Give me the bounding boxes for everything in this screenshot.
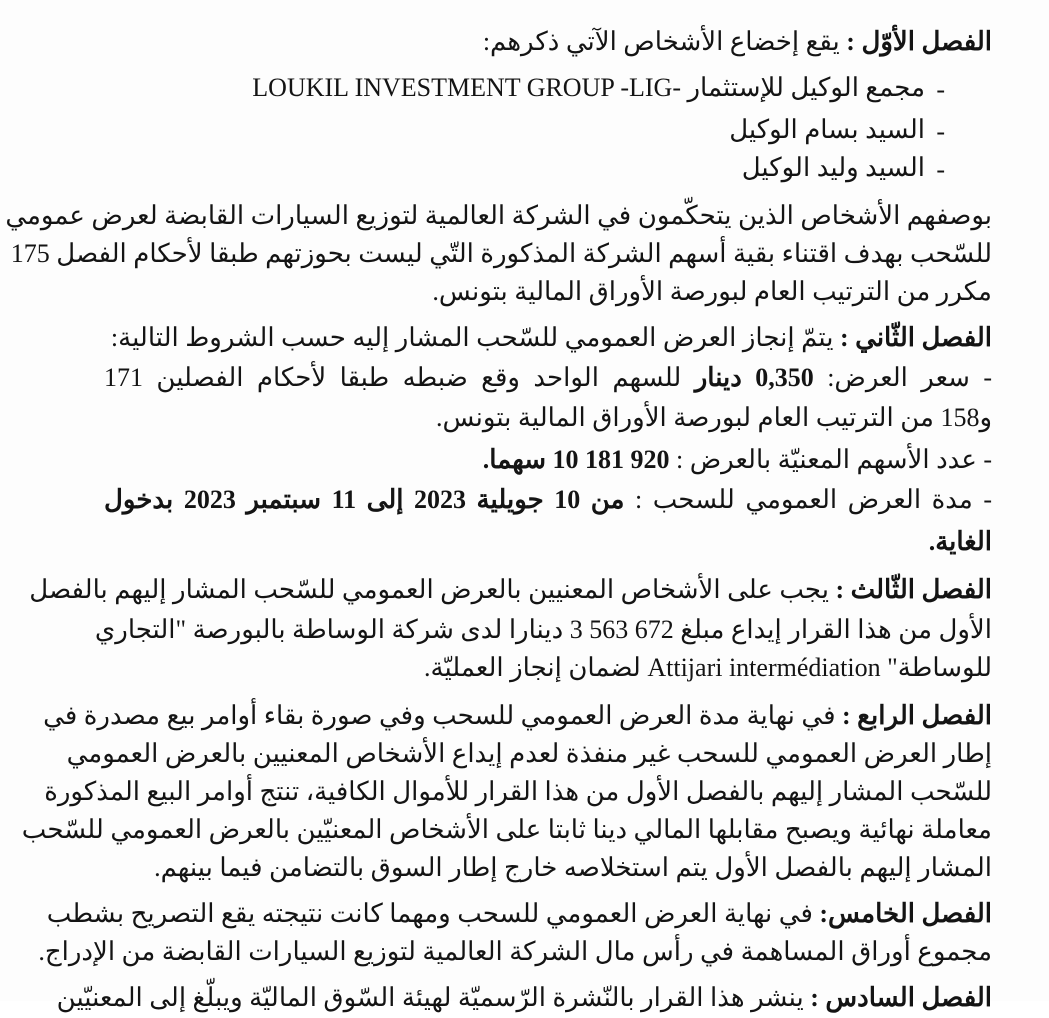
person-3-dash: - bbox=[936, 155, 945, 184]
article-5-heading: الفصل الخامس: bbox=[819, 899, 992, 928]
person-1-line bbox=[252, 70, 925, 108]
offer-price-value: 0,350 دينار bbox=[694, 363, 814, 392]
article-1-body-line-3: مكرر من الترتيب العام لبورصة الأوراق المالية بتونس. bbox=[432, 277, 992, 306]
article-6-text-partial: ينشر هذا القرار بالنّشرة الرّسميّة لهيئة السّوق الماليّة ويبلّغ إلى المعنيّين bbox=[56, 983, 804, 1012]
person-1-latin: LOUKIL INVESTMENT GROUP -LIG- bbox=[252, 73, 681, 102]
article-4-line-3: للسّحب المشار إليهم بالفصل الأول من هذا القرار للأموال الكافية، تنتج أوامر البيع المذكورة bbox=[44, 777, 992, 806]
shares-label: - عدد الأسهم المعنيّة بالعرض : bbox=[676, 445, 992, 474]
article-3-line-2: الأول من هذا القرار إيداع مبلغ 672 563 3 دينارا لدى شركة الوساطة بالبورصة "التجاري bbox=[94, 615, 992, 644]
article-4-line-5: المشار إليهم بالفصل الأول يتم استخلاصه خارج إطار السوق بالتضامن فيما بينهم. bbox=[154, 853, 992, 882]
offer-period-line-2 bbox=[104, 524, 992, 562]
offer-period-value-2: الغاية. bbox=[928, 527, 992, 556]
article-4-line-2: إطار العرض العمومي للسحب غير منفذة لعدم إيداع الأشخاص المعنيين بالعرض العمومي bbox=[66, 739, 992, 768]
article-5-line-2: مجموع أوراق المساهمة في رأس مال الشركة العالمية لتوزيع السيارات القابضة من الإدراج. bbox=[38, 937, 992, 966]
article-2-intro: يتمّ إنجاز العرض العمومي للسّحب المشار إليه حسب الشروط التالية: bbox=[110, 323, 834, 352]
shares-value: 920 181 10 سهما. bbox=[482, 445, 670, 474]
offer-price-rest: للسهم الواحد وقع ضبطه طبقا لأحكام الفصلين 171 bbox=[104, 363, 682, 392]
article-1-intro-line bbox=[104, 24, 992, 62]
person-1-arabic: مجمع الوكيل للإستثمار bbox=[687, 73, 925, 102]
article-1-body-line-2: للسّحب بهدف اقتناء بقية أسهم الشركة المذكورة التّي ليست بحوزتهم طبقا لأحكام الفصل 175 bbox=[10, 239, 992, 268]
article-3-heading: الفصل الثّالث : bbox=[835, 575, 992, 604]
offer-price-line bbox=[104, 360, 992, 398]
article-1-heading: الفصل الأوّل : bbox=[846, 27, 992, 56]
article-1-intro: يقع إخضاع الأشخاص الآتي ذكرهم: bbox=[482, 27, 840, 56]
article-4-line-1 bbox=[43, 698, 992, 736]
person-1-dash: - bbox=[936, 75, 945, 104]
article-4-heading: الفصل الرابع : bbox=[842, 701, 992, 730]
offer-price-label: - سعر العرض: bbox=[827, 363, 993, 392]
article-3-line-1 bbox=[29, 572, 992, 610]
article-6-line-1 bbox=[56, 980, 992, 1018]
offer-price-line-2: و158 من الترتيب العام لبورصة الأوراق المالية بتونس. bbox=[436, 403, 992, 432]
article-4-line-4: معاملة نهائية ويصبح مقابلها المالي دينا ثابتا على الأشخاص المعنيّين بالعرض العمومي للسّحب bbox=[21, 815, 992, 844]
article-1-body-line-1: بوصفهم الأشخاص الذين يتحكّمون في الشركة العالمية لتوزيع السيارات القابضة لعرض عمومي bbox=[5, 201, 992, 230]
shares-line bbox=[104, 442, 992, 480]
article-5-line-1 bbox=[46, 896, 992, 934]
offer-period-label: - مدة العرض العمومي للسحب : bbox=[635, 485, 992, 514]
person-2-dash: - bbox=[936, 117, 945, 146]
article-5-text-1: في نهاية العرض العمومي للسحب ومهما كانت نتيجته يقع التصريح بشطب bbox=[46, 899, 813, 928]
article-2-intro-line bbox=[104, 320, 992, 358]
article-6-heading: الفصل السادس : bbox=[810, 983, 992, 1012]
offer-period-line bbox=[104, 482, 992, 520]
person-3-line: السيد وليد الوكيل bbox=[741, 153, 925, 182]
article-2-heading: الفصل الثّاني : bbox=[839, 323, 992, 352]
person-2-line: السيد بسام الوكيل bbox=[729, 115, 925, 144]
article-3-line-3: للوساطة" Attijari intermédiation لضمان إنجاز العمليّة. bbox=[424, 653, 992, 682]
offer-period-value: من 10 جويلية 2023 إلى 11 سبتمبر 2023 بدخول bbox=[104, 485, 625, 514]
article-3-text-1: يجب على الأشخاص المعنيين بالعرض العمومي للسّحب المشار إليهم بالفصل bbox=[29, 575, 829, 604]
article-4-text-1: في نهاية مدة العرض العمومي للسحب وفي صورة بقاء أوامر بيع مصدرة في bbox=[43, 701, 836, 730]
